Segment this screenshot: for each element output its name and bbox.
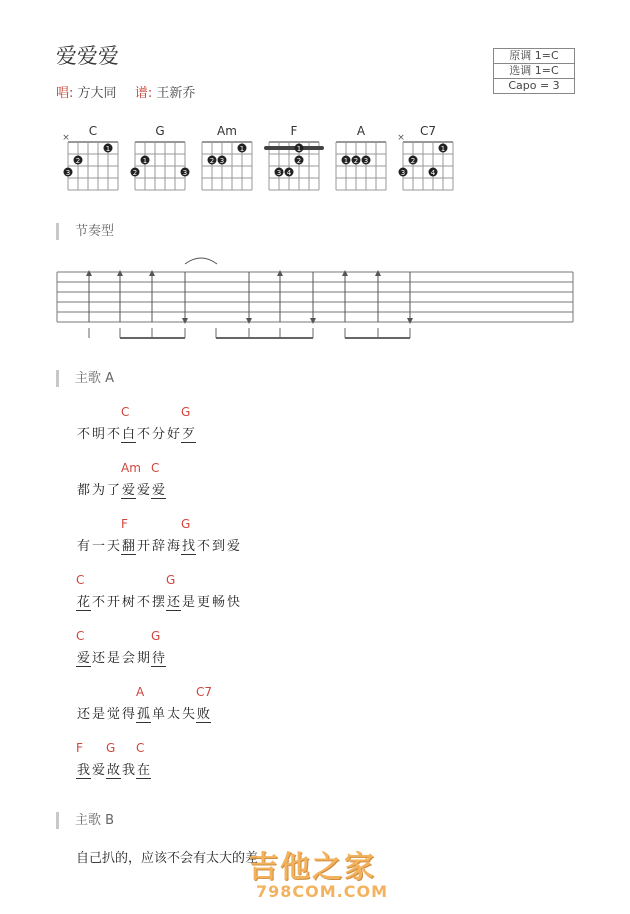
chord-name-label: A xyxy=(356,124,366,138)
chord-marker: C xyxy=(151,461,160,475)
strum-down-arrow xyxy=(310,318,316,324)
strum-up-arrow xyxy=(277,270,283,276)
svg-text:2: 2 xyxy=(353,157,359,165)
svg-text:3: 3 xyxy=(219,157,225,165)
chord-marker: C xyxy=(76,573,85,587)
lyric-text: 还 是 觉 得 孤 单 太 失 败 xyxy=(76,703,211,723)
chord-marker: C7 xyxy=(196,685,213,699)
chord-marker: C xyxy=(136,741,145,755)
svg-text:4: 4 xyxy=(286,169,292,177)
lyric-text: 花 不 开 树 不 摆 还 是 更 畅 快 xyxy=(76,591,241,611)
svg-text:3: 3 xyxy=(363,157,369,165)
chord-name-label: G xyxy=(155,124,165,138)
chord-diagram-a xyxy=(336,124,386,190)
chord-diagram-am xyxy=(202,124,252,190)
svg-text:2: 2 xyxy=(75,157,81,165)
key-info-box xyxy=(493,48,575,94)
chord-marker: Am xyxy=(121,461,141,475)
singer-name: 方大同 xyxy=(77,86,117,101)
verse-b-lyric: 自己扒的，应该不会有太大的差 xyxy=(76,851,259,866)
section-rhythm-header: 节奏型 xyxy=(56,223,114,240)
watermark-logo-text: 吉他之家 xyxy=(248,850,376,885)
site-watermark xyxy=(248,842,398,906)
song-title: 爱爱爱 xyxy=(56,44,119,68)
chord-diagram-f xyxy=(266,124,322,190)
lyric-text: 有 一 天 翻 开 辞 海 找 不 到 爱 xyxy=(76,535,241,555)
svg-text:4: 4 xyxy=(430,169,436,177)
chord-marker: C xyxy=(121,405,130,419)
chord-marker: G xyxy=(106,741,116,755)
chord-marker: G xyxy=(151,629,161,643)
svg-text:1: 1 xyxy=(343,157,349,165)
chord-marker: F xyxy=(121,517,128,531)
muted-string-mark: × xyxy=(397,133,405,143)
lyric-text: 不 明 不 白 不 分 好 歹 xyxy=(76,423,196,443)
lyric-text: 都 为 了 爱 爱 爱 xyxy=(76,479,166,499)
svg-text:1: 1 xyxy=(296,145,302,153)
strum-up-arrow xyxy=(117,270,123,276)
svg-text:1: 1 xyxy=(440,145,446,153)
singer-label: 唱: xyxy=(56,86,74,101)
svg-text:1: 1 xyxy=(105,145,111,153)
chord-name-label: C7 xyxy=(419,124,437,138)
strum-down-arrow xyxy=(407,318,413,324)
svg-text:2: 2 xyxy=(296,157,302,165)
strum-up-arrow xyxy=(342,270,348,276)
chord-marker: F xyxy=(76,741,83,755)
muted-string-mark: × xyxy=(62,133,70,143)
chord-name-label: C xyxy=(88,124,98,138)
svg-text:2: 2 xyxy=(132,169,138,177)
chord-diagram-g xyxy=(131,124,190,190)
song-credits xyxy=(56,82,195,101)
strum-up-arrow xyxy=(86,270,92,276)
svg-text:2: 2 xyxy=(209,157,215,165)
tie-mark xyxy=(185,258,217,264)
chord-name-label: F xyxy=(290,124,298,138)
capo-info: Capo = 3 xyxy=(508,79,560,92)
chord-diagram-c7 xyxy=(397,124,453,190)
svg-text:3: 3 xyxy=(400,169,406,177)
lyric-text: 我 爱 故 我 在 xyxy=(76,759,151,779)
original-key: 原调 1=C xyxy=(494,49,574,64)
strum-down-arrow xyxy=(182,318,188,324)
score-label: 谱: xyxy=(134,86,153,101)
strum-down-arrow xyxy=(246,318,252,324)
chord-diagrams xyxy=(56,122,476,194)
lyric-text: 爱 还 是 会 期 待 xyxy=(76,647,166,667)
chord-diagram-c xyxy=(62,124,118,190)
section-verse-a-header: 主歌 A xyxy=(56,370,114,387)
svg-text:3: 3 xyxy=(182,169,188,177)
svg-text:2: 2 xyxy=(410,157,416,165)
svg-text:3: 3 xyxy=(65,169,71,177)
chord-marker: G xyxy=(166,573,176,587)
arranger-name: 王新乔 xyxy=(156,86,196,101)
rhythm-pattern-staff xyxy=(0,252,630,344)
chord-marker: A xyxy=(136,685,145,699)
strum-up-arrow xyxy=(149,270,155,276)
watermark-url: 798COM.COM xyxy=(256,882,389,901)
chord-marker: G xyxy=(181,517,191,531)
strum-up-arrow xyxy=(375,270,381,276)
section-verse-b-header: 主歌 B xyxy=(56,812,114,829)
chord-marker: G xyxy=(181,405,191,419)
svg-text:1: 1 xyxy=(142,157,148,165)
chord-marker: C xyxy=(76,629,85,643)
svg-text:1: 1 xyxy=(239,145,245,153)
selected-key: 选调 1=C xyxy=(494,64,574,79)
chord-name-label: Am xyxy=(217,124,237,138)
svg-text:3: 3 xyxy=(276,169,282,177)
